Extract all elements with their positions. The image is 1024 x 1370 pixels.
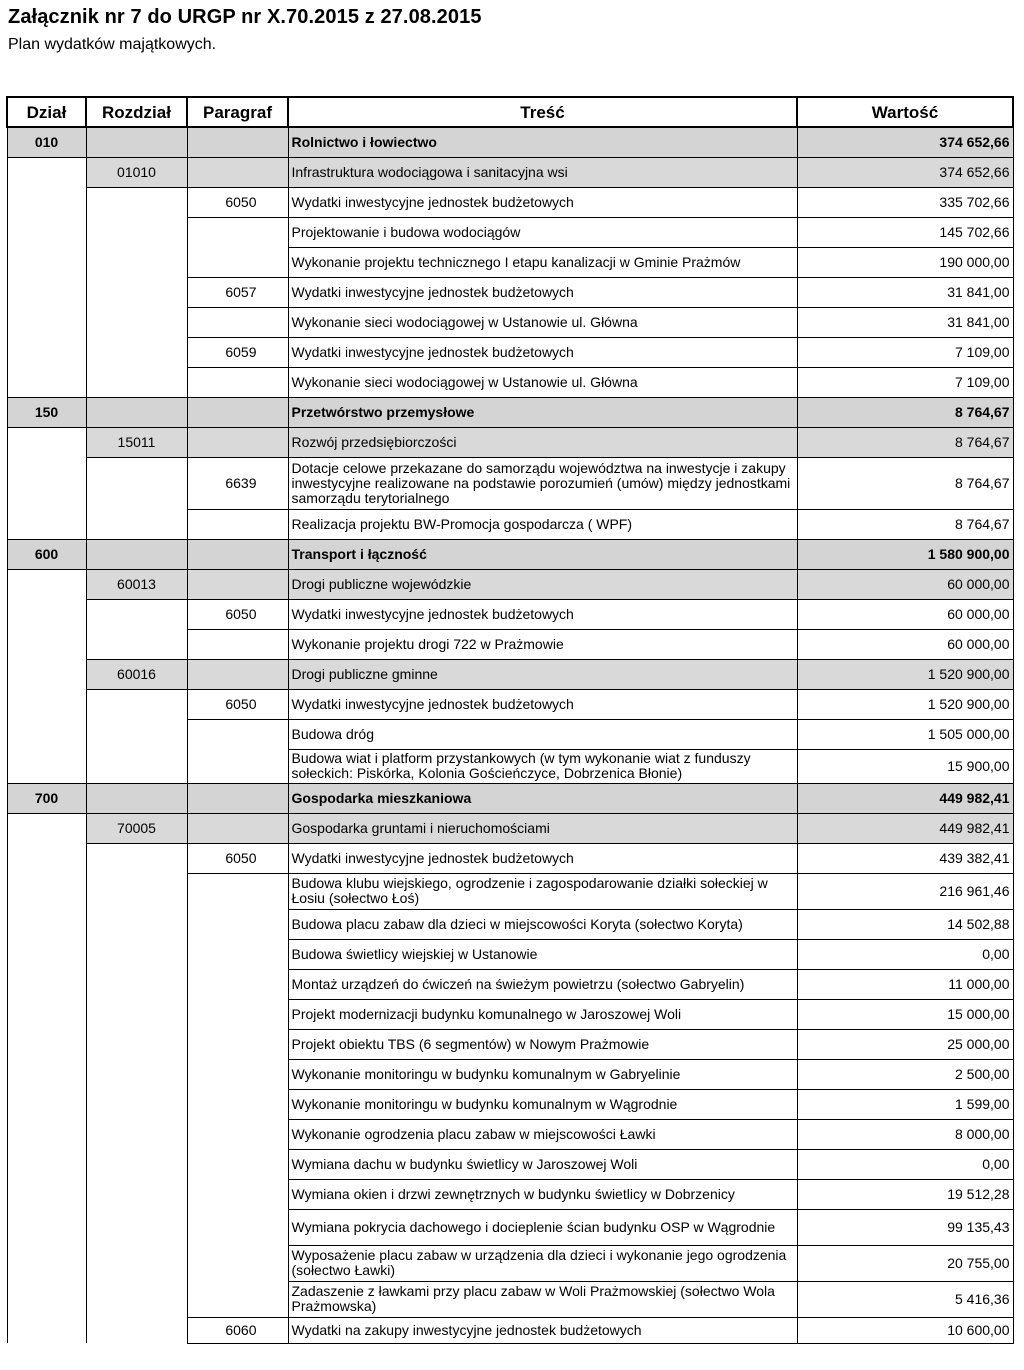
- table-body: [7, 127, 1013, 1343]
- cell-dzial: [7, 427, 86, 457]
- cell-dzial: 010: [7, 127, 86, 157]
- column-header-dzial: Dział: [7, 97, 86, 127]
- table-row: [7, 217, 1013, 247]
- cell-wartosc: 60 000,00: [797, 599, 1013, 629]
- cell-wartosc: 11 000,00: [797, 969, 1013, 999]
- cell-paragraf: 6059: [187, 337, 288, 367]
- cell-paragraf: [187, 1179, 288, 1209]
- cell-wartosc: 7 109,00: [797, 367, 1013, 397]
- table-row: [7, 719, 1013, 749]
- cell-wartosc: 1 580 900,00: [797, 539, 1013, 569]
- cell-rozdzial: [86, 749, 187, 783]
- cell-paragraf: [187, 783, 288, 813]
- cell-rozdzial: [86, 187, 187, 217]
- cell-tresc: Wydatki inwestycyjne jednostek budżetowych: [288, 599, 797, 629]
- cell-dzial: [7, 367, 86, 397]
- cell-tresc: Budowa wiat i platform przystankowych (w tym wykonanie wiat z funduszy sołeckich: Piskórka, Kolonia Gościeńczyce, Dobrzenica Błonie): [288, 749, 797, 783]
- cell-paragraf: [187, 539, 288, 569]
- table-row: [7, 337, 1013, 367]
- cell-tresc: Wykonanie projektu technicznego I etapu kanalizacji w Gminie Prażmów: [288, 247, 797, 277]
- table-row: [7, 843, 1013, 873]
- table-row: [7, 1119, 1013, 1149]
- cell-tresc: Rolnictwo i łowiectwo: [288, 127, 797, 157]
- cell-paragraf: [187, 629, 288, 659]
- cell-paragraf: [187, 1059, 288, 1089]
- cell-dzial: [7, 1245, 86, 1281]
- cell-paragraf: [187, 1209, 288, 1245]
- table-row: [7, 659, 1013, 689]
- cell-dzial: [7, 307, 86, 337]
- table-row: [7, 539, 1013, 569]
- table-row: [7, 969, 1013, 999]
- cell-dzial: [7, 1179, 86, 1209]
- cell-tresc: Wykonanie projektu drogi 722 w Prażmowie: [288, 629, 797, 659]
- cell-paragraf: [187, 1245, 288, 1281]
- cell-dzial: 600: [7, 539, 86, 569]
- cell-rozdzial: [86, 367, 187, 397]
- cell-dzial: [7, 873, 86, 909]
- cell-wartosc: 449 982,41: [797, 813, 1013, 843]
- cell-paragraf: [187, 1119, 288, 1149]
- cell-rozdzial: [86, 909, 187, 939]
- cell-paragraf: [187, 1089, 288, 1119]
- cell-rozdzial: 15011: [86, 427, 187, 457]
- cell-dzial: 700: [7, 783, 86, 813]
- cell-tresc: Gospodarka gruntami i nieruchomościami: [288, 813, 797, 843]
- cell-tresc: Montaż urządzeń do ćwiczeń na świeżym powietrzu (sołectwo Gabryelin): [288, 969, 797, 999]
- cell-tresc: Wykonanie monitoringu w budynku komunalnym w Wągrodnie: [288, 1089, 797, 1119]
- table-row: [7, 1029, 1013, 1059]
- cell-tresc: Wydatki inwestycyjne jednostek budżetowych: [288, 337, 797, 367]
- cell-wartosc: 14 502,88: [797, 909, 1013, 939]
- cell-tresc: Dotacje celowe przekazane do samorządu województwa na inwestycje i zakupy inwestycyjne realizowane na podstawie porozumień (umów) między jednostkami samorządu terytorialnego: [288, 457, 797, 509]
- table-row: [7, 999, 1013, 1029]
- cell-tresc: Realizacja projektu BW-Promocja gospodarcza ( WPF): [288, 509, 797, 539]
- cell-wartosc: 8 000,00: [797, 1119, 1013, 1149]
- table-row: [7, 1089, 1013, 1119]
- cell-tresc: Wykonanie sieci wodociągowej w Ustanowie ul. Główna: [288, 307, 797, 337]
- column-header-rozdzial: Rozdział: [86, 97, 187, 127]
- cell-wartosc: 31 841,00: [797, 277, 1013, 307]
- cell-wartosc: 8 764,67: [797, 427, 1013, 457]
- cell-wartosc: 0,00: [797, 1149, 1013, 1179]
- cell-dzial: [7, 969, 86, 999]
- table-row: [7, 509, 1013, 539]
- cell-wartosc: 60 000,00: [797, 629, 1013, 659]
- cell-wartosc: 8 764,67: [797, 397, 1013, 427]
- cell-paragraf: [187, 659, 288, 689]
- cell-dzial: [7, 999, 86, 1029]
- cell-rozdzial: 60016: [86, 659, 187, 689]
- cell-wartosc: 8 764,67: [797, 509, 1013, 539]
- cell-dzial: [7, 1209, 86, 1245]
- cell-paragraf: 6639: [187, 457, 288, 509]
- cell-tresc: Wymiana pokrycia dachowego i docieplenie ścian budynku OSP w Wągrodnie: [288, 1209, 797, 1245]
- cell-dzial: [7, 217, 86, 247]
- cell-tresc: Infrastruktura wodociągowa i sanitacyjna wsi: [288, 157, 797, 187]
- column-header-paragraf: Paragraf: [187, 97, 288, 127]
- table-row: [7, 569, 1013, 599]
- cell-paragraf: [187, 719, 288, 749]
- cell-rozdzial: [86, 1209, 187, 1245]
- cell-tresc: Wykonanie ogrodzenia placu zabaw w miejscowości Ławki: [288, 1119, 797, 1149]
- cell-tresc: Wydatki na zakupy inwestycyjne jednostek budżetowych: [288, 1317, 797, 1343]
- cell-rozdzial: [86, 127, 187, 157]
- cell-rozdzial: [86, 689, 187, 719]
- cell-paragraf: [187, 939, 288, 969]
- cell-paragraf: [187, 397, 288, 427]
- cell-rozdzial: [86, 1089, 187, 1119]
- cell-rozdzial: [86, 217, 187, 247]
- cell-dzial: [7, 813, 86, 843]
- table-row: [7, 127, 1013, 157]
- cell-rozdzial: 01010: [86, 157, 187, 187]
- cell-dzial: [7, 457, 86, 509]
- cell-tresc: Wydatki inwestycyjne jednostek budżetowych: [288, 187, 797, 217]
- cell-paragraf: [187, 969, 288, 999]
- cell-dzial: [7, 187, 86, 217]
- table-row: [7, 367, 1013, 397]
- cell-paragraf: 6057: [187, 277, 288, 307]
- cell-wartosc: 1 599,00: [797, 1089, 1013, 1119]
- cell-dzial: [7, 1029, 86, 1059]
- cell-tresc: Wydatki inwestycyjne jednostek budżetowych: [288, 689, 797, 719]
- cell-tresc: Budowa placu zabaw dla dzieci w miejscowości Koryta (sołectwo Koryta): [288, 909, 797, 939]
- cell-dzial: [7, 1317, 86, 1343]
- cell-rozdzial: [86, 599, 187, 629]
- column-header-tresc: Treść: [288, 97, 797, 127]
- cell-wartosc: 15 000,00: [797, 999, 1013, 1029]
- cell-paragraf: [187, 217, 288, 247]
- cell-rozdzial: [86, 397, 187, 427]
- cell-rozdzial: 70005: [86, 813, 187, 843]
- cell-dzial: 150: [7, 397, 86, 427]
- table-row: [7, 427, 1013, 457]
- cell-dzial: [7, 909, 86, 939]
- cell-dzial: [7, 1059, 86, 1089]
- cell-dzial: [7, 749, 86, 783]
- cell-wartosc: 2 500,00: [797, 1059, 1013, 1089]
- cell-tresc: Budowa świetlicy wiejskiej w Ustanowie: [288, 939, 797, 969]
- table-row: [7, 873, 1013, 909]
- cell-rozdzial: [86, 1317, 187, 1343]
- cell-paragraf: [187, 873, 288, 909]
- cell-dzial: [7, 337, 86, 367]
- cell-rozdzial: [86, 1179, 187, 1209]
- table-row: [7, 783, 1013, 813]
- cell-dzial: [7, 1089, 86, 1119]
- cell-tresc: Wymiana okien i drzwi zewnętrznych w budynku świetlicy w Dobrzenicy: [288, 1179, 797, 1209]
- cell-wartosc: 190 000,00: [797, 247, 1013, 277]
- cell-tresc: Zadaszenie z ławkami przy placu zabaw w Woli Prażmowskiej (sołectwo Wola Prażmowska): [288, 1281, 797, 1317]
- table-row: [7, 247, 1013, 277]
- column-header-wartosc: Wartość: [797, 97, 1013, 127]
- cell-paragraf: [187, 367, 288, 397]
- cell-dzial: [7, 719, 86, 749]
- cell-rozdzial: [86, 509, 187, 539]
- table-row: [7, 307, 1013, 337]
- cell-dzial: [7, 1119, 86, 1149]
- cell-wartosc: 25 000,00: [797, 1029, 1013, 1059]
- table-row: [7, 1149, 1013, 1179]
- cell-wartosc: 374 652,66: [797, 127, 1013, 157]
- cell-tresc: Budowa dróg: [288, 719, 797, 749]
- cell-rozdzial: [86, 629, 187, 659]
- cell-tresc: Wydatki inwestycyjne jednostek budżetowych: [288, 843, 797, 873]
- cell-paragraf: 6050: [187, 187, 288, 217]
- table-row: [7, 909, 1013, 939]
- cell-dzial: [7, 277, 86, 307]
- cell-dzial: [7, 247, 86, 277]
- table-row: [7, 939, 1013, 969]
- cell-rozdzial: [86, 1119, 187, 1149]
- cell-wartosc: 1 505 000,00: [797, 719, 1013, 749]
- table-row: [7, 689, 1013, 719]
- cell-paragraf: [187, 999, 288, 1029]
- cell-wartosc: 1 520 900,00: [797, 659, 1013, 689]
- cell-wartosc: 10 600,00: [797, 1317, 1013, 1343]
- table-row: [7, 1281, 1013, 1317]
- expenditure-table: [6, 96, 1014, 1344]
- cell-tresc: Projekt obiektu TBS (6 segmentów) w Nowym Prażmowie: [288, 1029, 797, 1059]
- cell-paragraf: [187, 427, 288, 457]
- table-row: [7, 629, 1013, 659]
- cell-dzial: [7, 1149, 86, 1179]
- cell-tresc: Drogi publiczne gminne: [288, 659, 797, 689]
- cell-tresc: Rozwój przedsiębiorczości: [288, 427, 797, 457]
- cell-rozdzial: [86, 873, 187, 909]
- cell-wartosc: 216 961,46: [797, 873, 1013, 909]
- table-row: [7, 277, 1013, 307]
- cell-wartosc: 15 900,00: [797, 749, 1013, 783]
- cell-paragraf: 6060: [187, 1317, 288, 1343]
- table-row: [7, 1245, 1013, 1281]
- cell-tresc: Wykonanie sieci wodociągowej w Ustanowie ul. Główna: [288, 367, 797, 397]
- cell-wartosc: 439 382,41: [797, 843, 1013, 873]
- cell-paragraf: [187, 127, 288, 157]
- cell-wartosc: 31 841,00: [797, 307, 1013, 337]
- cell-rozdzial: [86, 457, 187, 509]
- cell-paragraf: 6050: [187, 689, 288, 719]
- table-row: [7, 457, 1013, 509]
- table-row: [7, 599, 1013, 629]
- cell-paragraf: [187, 1029, 288, 1059]
- cell-rozdzial: [86, 539, 187, 569]
- cell-dzial: [7, 569, 86, 599]
- cell-dzial: [7, 157, 86, 187]
- cell-tresc: Transport i łączność: [288, 539, 797, 569]
- cell-paragraf: [187, 157, 288, 187]
- cell-paragraf: [187, 307, 288, 337]
- cell-paragraf: [187, 1281, 288, 1317]
- table-row: [7, 397, 1013, 427]
- cell-wartosc: 20 755,00: [797, 1245, 1013, 1281]
- table-row: [7, 1179, 1013, 1209]
- cell-wartosc: 145 702,66: [797, 217, 1013, 247]
- cell-rozdzial: [86, 277, 187, 307]
- cell-paragraf: [187, 1149, 288, 1179]
- cell-tresc: Wyposażenie placu zabaw w urządzenia dla dzieci i wykonanie jego ogrodzenia (sołectwo Ławki): [288, 1245, 797, 1281]
- cell-tresc: Gospodarka mieszkaniowa: [288, 783, 797, 813]
- cell-rozdzial: [86, 337, 187, 367]
- cell-rozdzial: [86, 843, 187, 873]
- cell-rozdzial: [86, 1149, 187, 1179]
- cell-wartosc: 0,00: [797, 939, 1013, 969]
- cell-rozdzial: [86, 783, 187, 813]
- table-row: [7, 1059, 1013, 1089]
- cell-wartosc: 374 652,66: [797, 157, 1013, 187]
- cell-wartosc: 449 982,41: [797, 783, 1013, 813]
- cell-paragraf: [187, 569, 288, 599]
- table-row: [7, 1317, 1013, 1343]
- cell-wartosc: 8 764,67: [797, 457, 1013, 509]
- cell-rozdzial: 60013: [86, 569, 187, 599]
- table-row: [7, 749, 1013, 783]
- cell-tresc: Wymiana dachu w budynku świetlicy w Jaroszowej Woli: [288, 1149, 797, 1179]
- cell-rozdzial: [86, 1059, 187, 1089]
- cell-dzial: [7, 659, 86, 689]
- cell-paragraf: [187, 909, 288, 939]
- cell-rozdzial: [86, 1245, 187, 1281]
- cell-tresc: Projekt modernizacji budynku komunalnego w Jaroszowej Woli: [288, 999, 797, 1029]
- table-row: [7, 1209, 1013, 1245]
- cell-wartosc: 99 135,43: [797, 1209, 1013, 1245]
- cell-paragraf: [187, 509, 288, 539]
- cell-tresc: Budowa klubu wiejskiego, ogrodzenie i zagospodarowanie działki sołeckiej w Łosiu (sołectwo Łoś): [288, 873, 797, 909]
- cell-tresc: Projektowanie i budowa wodociągów: [288, 217, 797, 247]
- cell-paragraf: [187, 749, 288, 783]
- cell-paragraf: [187, 247, 288, 277]
- cell-rozdzial: [86, 969, 187, 999]
- cell-tresc: Wydatki inwestycyjne jednostek budżetowych: [288, 277, 797, 307]
- cell-dzial: [7, 689, 86, 719]
- table-header-row: [7, 97, 1013, 127]
- cell-paragraf: 6050: [187, 843, 288, 873]
- cell-paragraf: 6050: [187, 599, 288, 629]
- cell-rozdzial: [86, 307, 187, 337]
- cell-dzial: [7, 509, 86, 539]
- cell-wartosc: 19 512,28: [797, 1179, 1013, 1209]
- table-row: [7, 187, 1013, 217]
- document-subtitle: Plan wydatków majątkowych.: [8, 36, 217, 53]
- cell-rozdzial: [86, 719, 187, 749]
- table-row: [7, 157, 1013, 187]
- cell-wartosc: 5 416,36: [797, 1281, 1013, 1317]
- cell-dzial: [7, 843, 86, 873]
- cell-wartosc: 335 702,66: [797, 187, 1013, 217]
- cell-wartosc: 7 109,00: [797, 337, 1013, 367]
- cell-rozdzial: [86, 1281, 187, 1317]
- cell-tresc: Wykonanie monitoringu w budynku komunalnym w Gabryelinie: [288, 1059, 797, 1089]
- cell-dzial: [7, 939, 86, 969]
- cell-paragraf: [187, 813, 288, 843]
- table-row: [7, 813, 1013, 843]
- cell-rozdzial: [86, 1029, 187, 1059]
- cell-tresc: Przetwórstwo przemysłowe: [288, 397, 797, 427]
- cell-dzial: [7, 599, 86, 629]
- cell-dzial: [7, 1281, 86, 1317]
- cell-dzial: [7, 629, 86, 659]
- cell-rozdzial: [86, 939, 187, 969]
- document-title: Załącznik nr 7 do URGP nr X.70.2015 z 27.08.2015: [8, 6, 482, 28]
- cell-wartosc: 1 520 900,00: [797, 689, 1013, 719]
- cell-wartosc: 60 000,00: [797, 569, 1013, 599]
- cell-rozdzial: [86, 247, 187, 277]
- cell-tresc: Drogi publiczne wojewódzkie: [288, 569, 797, 599]
- cell-rozdzial: [86, 999, 187, 1029]
